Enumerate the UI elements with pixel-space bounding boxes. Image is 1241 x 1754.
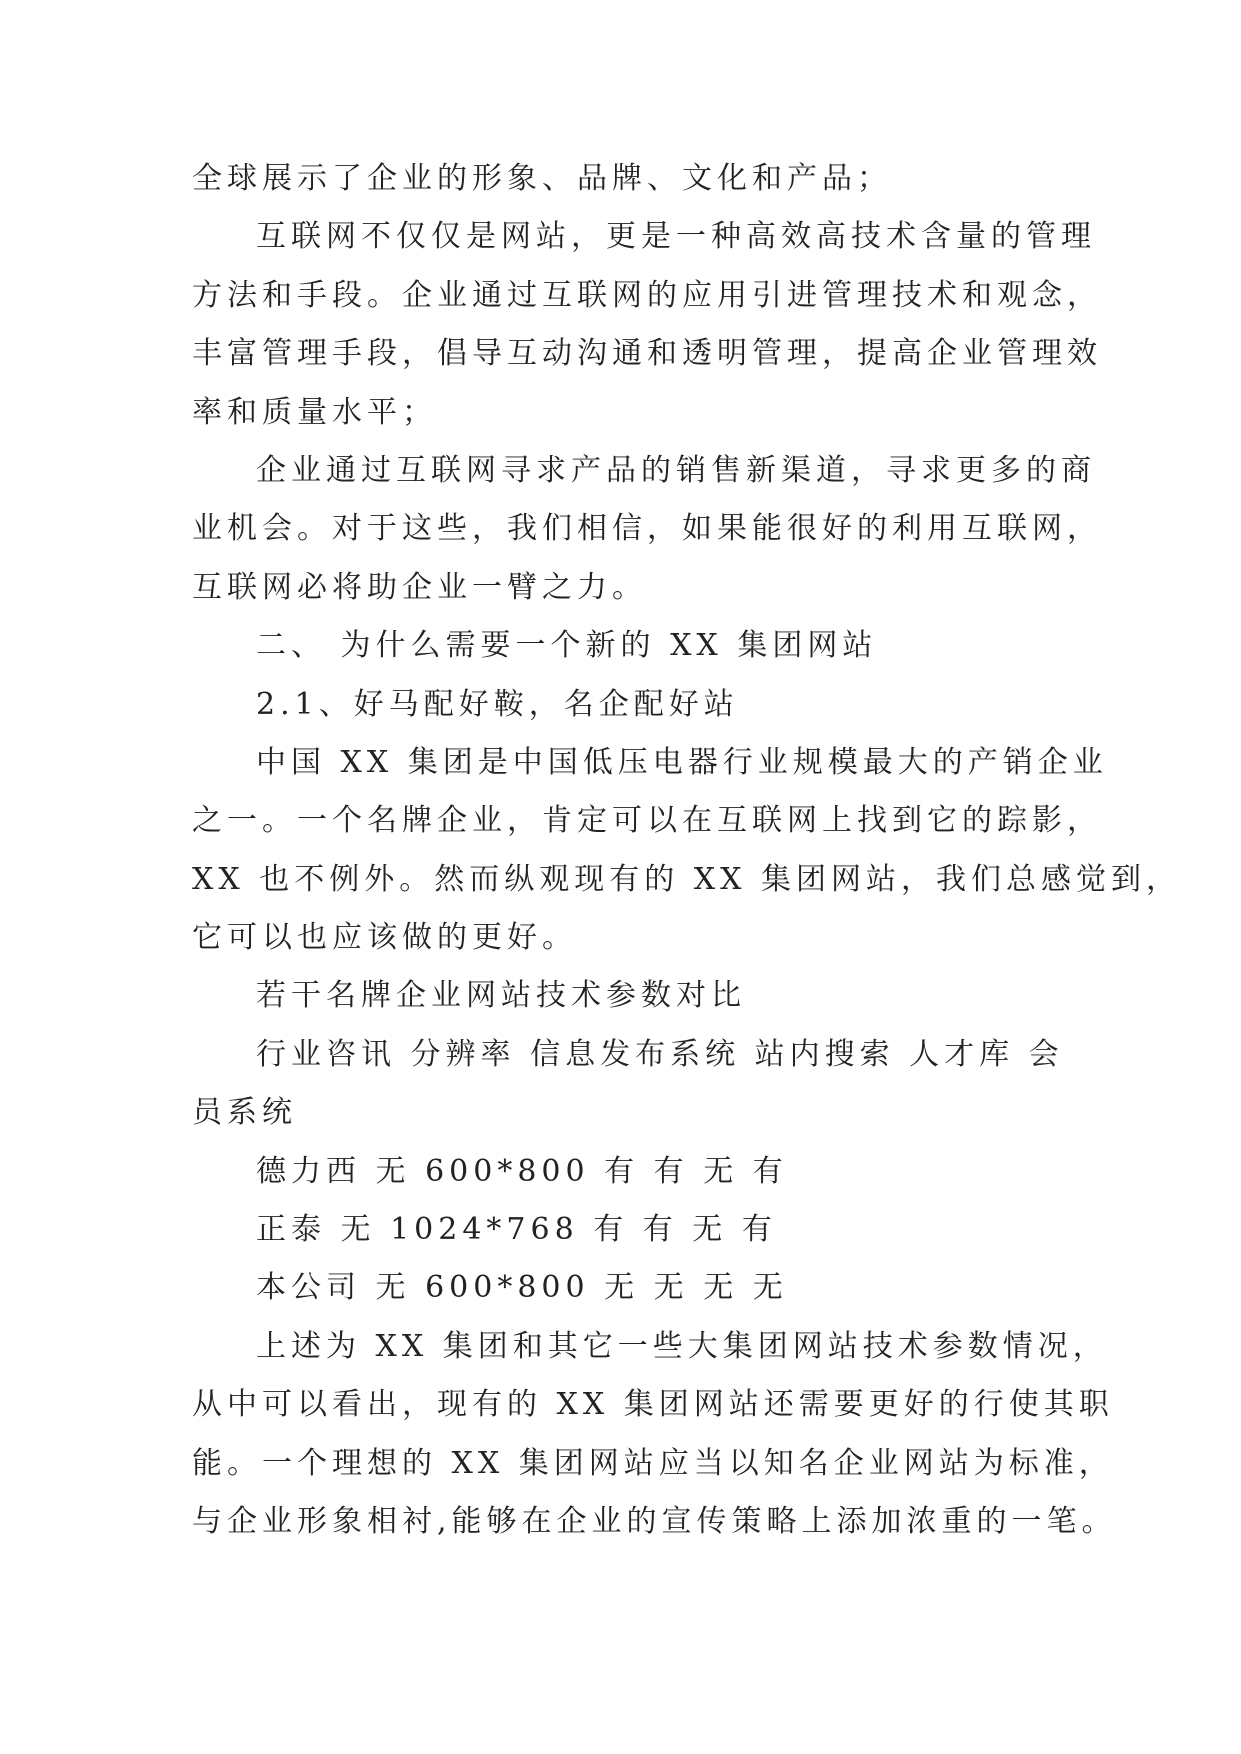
table-row: 本公司 无 600*800 无 无 无 无	[256, 1270, 788, 1306]
text-line: 方法和手段。企业通过互联网的应用引进管理技术和观念，	[192, 277, 1102, 313]
table-header-line: 员系统	[192, 1095, 297, 1131]
text-line: 能。一个理想的 XX 集团网站应当以知名企业网站为标准，	[192, 1445, 1114, 1481]
text-line: 率和质量水平；	[192, 394, 437, 430]
table-caption: 若干名牌企业网站技术参数对比	[256, 978, 746, 1014]
text-line: 与企业形象相衬,能够在企业的宣传策略上添加浓重的一笔。	[192, 1503, 1117, 1539]
section-heading: 二、 为什么需要一个新的 XX 集团网站	[256, 628, 878, 664]
text-line: 全球展示了企业的形象、品牌、文化和产品；	[192, 161, 892, 196]
text-line: 互联网必将助企业一臂之力。	[192, 569, 647, 605]
text-line: 业机会。对于这些，我们相信，如果能很好的利用互联网，	[192, 511, 1102, 547]
table-row: 德力西 无 600*800 有 有 无 有	[256, 1153, 788, 1189]
text-line: 从中可以看出，现有的 XX 集团网站还需要更好的行使其职	[192, 1387, 1114, 1423]
text-line: 企业通过互联网寻求产品的销售新渠道，寻求更多的商	[256, 452, 1096, 488]
document-body	[192, 150, 1182, 1551]
text-line: 中国 XX 集团是中国低压电器行业规模最大的产销企业	[256, 744, 1108, 780]
text-line: 互联网不仅仅是网站，更是一种高效高技术含量的管理	[256, 219, 1096, 255]
table-row: 正泰 无 1024*768 有 有 无 有	[256, 1212, 777, 1248]
text-line: 上述为 XX 集团和其它一些大集团网站技术参数情况，	[256, 1328, 1108, 1364]
text-line: 之一。一个名牌企业，肯定可以在互联网上找到它的踪影，	[192, 803, 1102, 839]
text-line: 丰富管理手段，倡导互动沟通和透明管理，提高企业管理效	[192, 336, 1102, 372]
table-header-line: 行业咨讯 分辨率 信息发布系统 站内搜索 人才库 会	[256, 1036, 1064, 1072]
text-line: XX 也不例外。然而纵观现有的 XX 集团网站，我们总感觉到，	[192, 861, 1182, 897]
subsection-heading: 2.1、好马配好鞍，名企配好站	[256, 686, 739, 722]
text-line: 它可以也应该做的更好。	[192, 920, 577, 956]
